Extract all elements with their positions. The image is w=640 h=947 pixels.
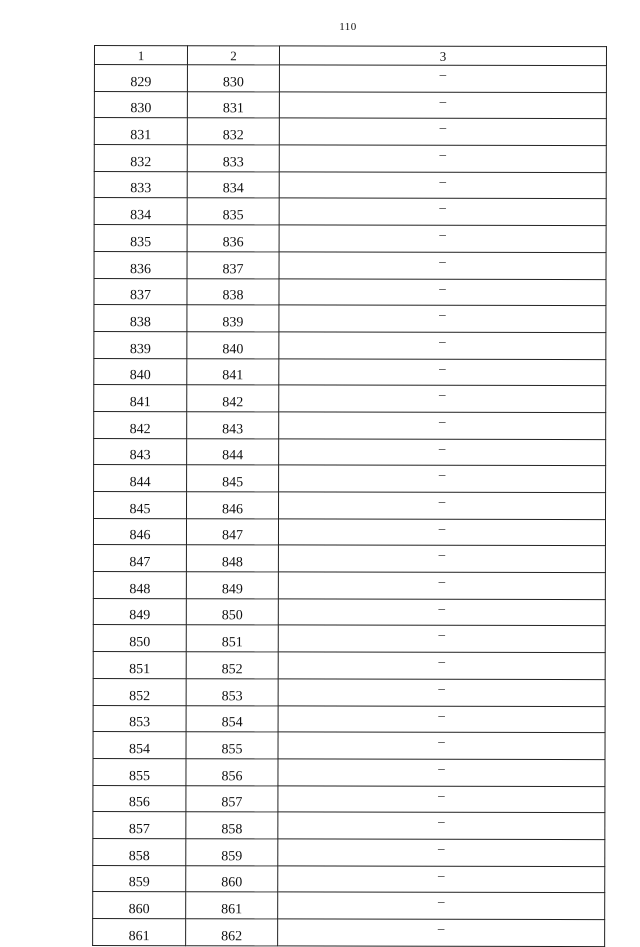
table-cell-col-3: –	[278, 599, 605, 626]
table-cell-col-2: 861	[186, 892, 278, 919]
table-cell-col-1: 835	[94, 225, 187, 252]
table-cell-col-2: 859	[186, 839, 278, 866]
table-cell-col-1: 853	[93, 705, 186, 732]
table-cell-col-3: –	[279, 305, 606, 332]
table-row	[94, 305, 606, 333]
table-cell-col-3: –	[278, 866, 605, 893]
table-cell-col-1: 829	[94, 65, 187, 92]
table-cell-col-2: 858	[186, 812, 278, 839]
table-row	[94, 118, 606, 146]
table-cell-col-1: 838	[94, 305, 187, 332]
table-cell-col-1: 833	[94, 171, 187, 198]
table-cell-col-2: 855	[186, 732, 278, 759]
table-cell-col-2: 844	[187, 438, 279, 465]
table-cell-col-1: 858	[93, 838, 186, 865]
table-cell-col-1: 856	[93, 785, 186, 812]
table-cell-col-2: 840	[187, 332, 279, 359]
table-cell-col-2: 836	[187, 225, 279, 252]
table-row	[94, 171, 606, 199]
table-row	[93, 518, 605, 546]
table-cell-col-3: –	[279, 92, 606, 119]
table-cell-col-1: 839	[94, 331, 187, 358]
table-cell-col-1: 851	[93, 652, 186, 679]
table-row	[93, 785, 605, 813]
table-cell-col-1: 854	[93, 732, 186, 759]
table-cell-col-3: –	[278, 919, 605, 946]
table-cell-col-2: 837	[187, 252, 279, 279]
table-cell-col-2: 842	[187, 385, 279, 412]
table-row	[93, 572, 605, 600]
table-cell-col-2: 831	[187, 91, 279, 118]
table-cell-col-2: 852	[186, 652, 278, 679]
table-row	[94, 91, 606, 119]
table-row	[93, 892, 605, 920]
table-cell-col-2: 845	[187, 465, 279, 492]
table-row	[94, 385, 606, 413]
table-row	[94, 251, 606, 279]
table-row	[94, 438, 606, 466]
table-row	[94, 198, 606, 226]
table-cell-col-3: –	[278, 892, 605, 919]
table-cell-col-1: 847	[93, 545, 186, 572]
table-cell-col-3: –	[278, 545, 605, 572]
table-row	[94, 278, 606, 306]
table-cell-col-3: –	[279, 332, 606, 359]
table-row	[93, 758, 605, 786]
table-cell-col-3: –	[279, 278, 606, 305]
table-row	[93, 678, 605, 706]
table-cell-col-1: 855	[93, 758, 186, 785]
table-cell-col-3: –	[278, 652, 605, 679]
table-cell-col-2: 847	[186, 518, 278, 545]
table-row	[93, 812, 605, 840]
table-cell-col-3: –	[279, 225, 606, 252]
table-row	[93, 625, 605, 653]
table-cell-col-2: 843	[187, 412, 279, 439]
table-row	[93, 865, 605, 893]
table-cell-col-1: 843	[94, 438, 187, 465]
table-cell-col-3: –	[279, 412, 606, 439]
table-row	[94, 331, 606, 359]
table-cell-col-2: 850	[186, 598, 278, 625]
table-cell-col-2: 848	[186, 545, 278, 572]
table-cell-col-1: 830	[94, 91, 187, 118]
table-cell-col-2: 835	[187, 198, 279, 225]
table-cell-col-3: –	[279, 252, 606, 279]
table-cell-col-1: 850	[93, 625, 186, 652]
table-cell-col-3: –	[279, 145, 606, 172]
table-cell-col-3: –	[278, 732, 605, 759]
table-row	[93, 918, 605, 946]
table-cell-col-1: 845	[94, 492, 187, 519]
table-cell-col-3: –	[278, 785, 605, 812]
table-cell-col-3: –	[278, 839, 605, 866]
page-number: 110	[339, 21, 357, 33]
table-header	[94, 46, 606, 66]
table-cell-col-2: 854	[186, 705, 278, 732]
table-row	[93, 652, 605, 680]
table-cell-col-2: 833	[187, 145, 279, 172]
table-cell-col-2: 830	[187, 65, 279, 92]
table-row	[93, 545, 605, 573]
table-row	[94, 411, 606, 439]
table-row	[93, 838, 605, 866]
table-cell-col-1: 836	[94, 251, 187, 278]
table-cell-col-2: 838	[187, 278, 279, 305]
table-cell-col-1: 861	[93, 918, 186, 945]
table-cell-col-2: 853	[186, 679, 278, 706]
table-cell-col-1: 860	[93, 892, 186, 919]
header-row	[94, 46, 606, 66]
table-cell-col-3: –	[279, 439, 606, 466]
table-cell-col-1: 844	[94, 465, 187, 492]
table-row	[94, 358, 606, 386]
table-cell-col-1: 831	[94, 118, 187, 145]
table-cell-col-3: –	[279, 172, 606, 199]
table-cell-col-3: –	[279, 465, 606, 492]
table-row	[94, 492, 606, 520]
table-cell-col-2: 851	[186, 625, 278, 652]
table-cell-col-1: 832	[94, 145, 187, 172]
table-cell-col-1: 834	[94, 198, 187, 225]
table-cell-col-3: –	[279, 358, 606, 385]
table-cell-col-3: –	[279, 385, 606, 412]
table-cell-col-2: 862	[186, 919, 278, 946]
table-cell-col-2: 849	[186, 572, 278, 599]
table-cell-col-1: 837	[94, 278, 187, 305]
table-row	[94, 225, 606, 253]
table-cell-col-1: 852	[93, 678, 186, 705]
table-row	[93, 732, 605, 760]
table-cell-col-1: 857	[93, 812, 186, 839]
table-cell-col-3: –	[278, 679, 605, 706]
table-cell-col-1: 840	[94, 358, 187, 385]
table-cell-col-2: 832	[187, 118, 279, 145]
table-body	[93, 65, 607, 947]
table-cell-col-1: 849	[93, 598, 186, 625]
table-row	[94, 145, 606, 173]
table-cell-col-3: –	[278, 519, 605, 546]
table-cell-col-1: 842	[94, 411, 187, 438]
table-cell-col-2: 839	[187, 305, 279, 332]
table-cell-col-3: –	[278, 625, 605, 652]
table-cell-col-3: –	[279, 492, 606, 519]
table-cell-col-3: –	[279, 118, 606, 145]
column-header-3: 3	[279, 46, 606, 66]
table-row	[93, 598, 605, 626]
column-header-1: 1	[94, 46, 187, 65]
table-cell-col-2: 860	[186, 865, 278, 892]
table-cell-col-2: 857	[186, 785, 278, 812]
table-row	[94, 465, 606, 493]
table-row	[94, 65, 606, 93]
table-cell-col-2: 841	[187, 358, 279, 385]
table-cell-col-2: 856	[186, 759, 278, 786]
table-cell-col-3: –	[278, 759, 605, 786]
table-cell-col-1: 846	[93, 518, 186, 545]
data-table	[92, 45, 607, 947]
table-cell-col-3: –	[279, 198, 606, 225]
table-cell-col-1: 859	[93, 865, 186, 892]
table-cell-col-1: 848	[93, 572, 186, 599]
column-header-2: 2	[187, 46, 279, 65]
table-cell-col-3: –	[278, 812, 605, 839]
table-cell-col-2: 846	[187, 492, 279, 519]
table-cell-col-1: 841	[94, 385, 187, 412]
table-cell-col-3: –	[279, 65, 606, 92]
table-row	[93, 705, 605, 733]
table-cell-col-3: –	[278, 572, 605, 599]
table-cell-col-2: 834	[187, 171, 279, 198]
table-cell-col-3: –	[278, 705, 605, 732]
